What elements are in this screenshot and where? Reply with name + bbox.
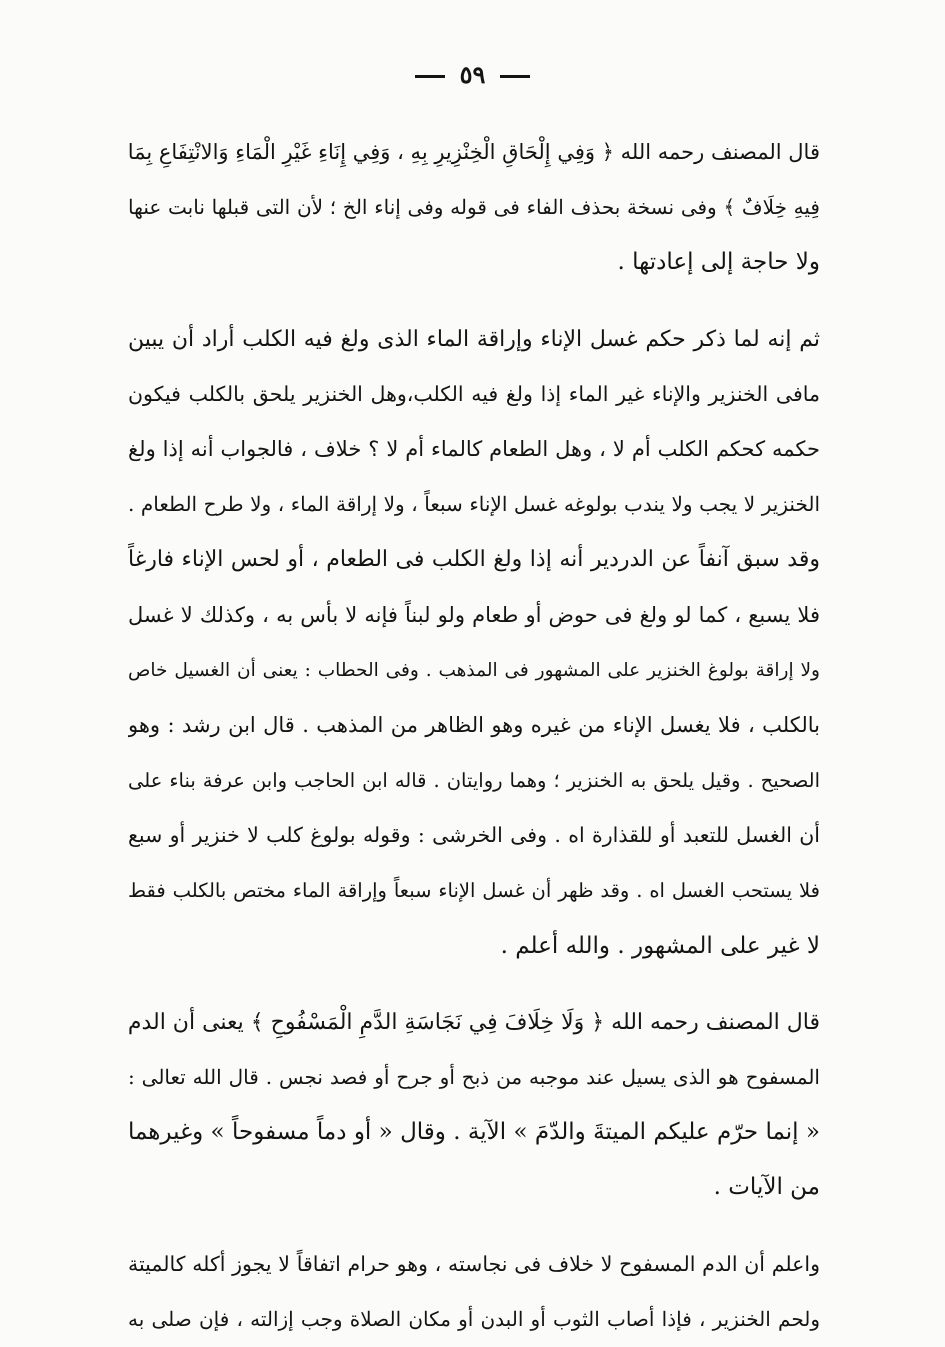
text-line: بالكلب ، فلا يغسل الإناء من غيره وهو الظاهر من المذهب . قال ابن رشد : وهو [128,712,820,737]
paragraph-commentary [128,312,820,974]
paragraph-author-quote-blood [128,995,820,1216]
text-line: ثم إنه لما ذكر حكم غسل الإناء وإراقة الماء الذى ولغ فيه الكلب أراد أن يبين [128,326,820,352]
text-line: من الآيات . [713,1174,820,1201]
text-line: واعلم أن الدم المسفوح لا خلاف فى نجاسته ، وهو حرام اتفاقاً لا يجوز أكله كالميتة [128,1251,820,1276]
text-line: قال المصنف رحمه الله ﴿ وَفِي إِلْحَاقِ الْخِنْزِيرِ بِهِ ، وَفِي إِنَاءِ غَيْرِ الْمَاءِ وَالانْتِفَاعِ بِمَا [128,140,820,164]
text-line: ولحم الخنزير ، فإذا أصاب الثوب أو البدن أو مكان الصلاة وجب إزالته ، فإن صلى به [128,1306,820,1331]
paragraph-author-quote-pig [128,125,820,291]
page-number-text: ٥٩ [459,60,486,89]
text-line: وقد سبق آنفاً عن الدردير أنه إذا ولغ الكلب فى الطعام ، أو لحس الإناء فارغاً [128,547,820,573]
text-line: المسفوح هو الذى يسيل عند موجبه من ذبح أو جرح أو فصد نجس . قال الله تعالى : [128,1065,820,1089]
text-line: ولا حاجة إلى إعادتها . [617,249,820,276]
text-line: « إنما حرّم عليكم الميتةَ والدّمَ » الآية . وقال « أو دماً مسفوحاً » وغيرهما [128,1119,820,1146]
text-line: حكمه كحكم الكلب أم لا ، وهل الطعام كالماء أم لا ؟ خلاف ، فالجواب أنه إذا ولغ [128,436,820,461]
text-line: قال المصنف رحمه الله ﴿ وَلَا خِلَافَ فِي نَجَاسَةِ الدَّمِ الْمَسْفُوحِ ﴾ يعنى أن الدم [128,1009,820,1035]
text-line: فلا يستحب الغسل اه . وقد ظهر أن غسل الإناء سبعاً وإراقة الماء مختص بالكلب فقط [128,879,820,903]
page-number [0,60,945,89]
body-text [128,125,820,1347]
text-line: فِيهِ خِلَافٌ ﴾ وفى نسخة بحذف الفاء فى قوله وفى إناء الخ ؛ لأن التى قبلها نابت عنها [128,195,820,220]
page-number-dash-right [500,75,530,78]
paragraph-blood-ruling [128,1237,820,1347]
page-number-dash-left [415,75,445,78]
text-line: فلا يسبع ، كما لو ولغ فى حوض أو طعام ولو لبناً فإنه لا بأس به ، وكذلك لا غسل [128,602,820,627]
text-line: أن الغسل للتعبد أو للقذارة اه . وفى الخرشى : وقوله بولوغ كلب لا خنزير أو سبع [128,823,820,848]
text-line: الخنزير لا يجب ولا يندب بولوغه غسل الإناء سبعاً ، ولا إراقة الماء ، ولا طرح الطعام . [128,492,820,517]
text-line: ولا إراقة بولوغ الخنزير على المشهور فى المذهب . وفى الحطاب : يعنى أن الغسيل خاص [128,659,820,681]
text-line: مافى الخنزير والإناء غير الماء إذا ولغ فيه الكلب،وهل الخنزير يلحق بالكلب فيكون [128,381,820,406]
text-line: لا غير على المشهور . والله أعلم . [500,932,820,959]
text-line: الصحيح . وقيل يلحق به الخنزير ؛ وهما روايتان . قاله ابن الحاجب وابن عرفة بناء على [128,769,820,793]
